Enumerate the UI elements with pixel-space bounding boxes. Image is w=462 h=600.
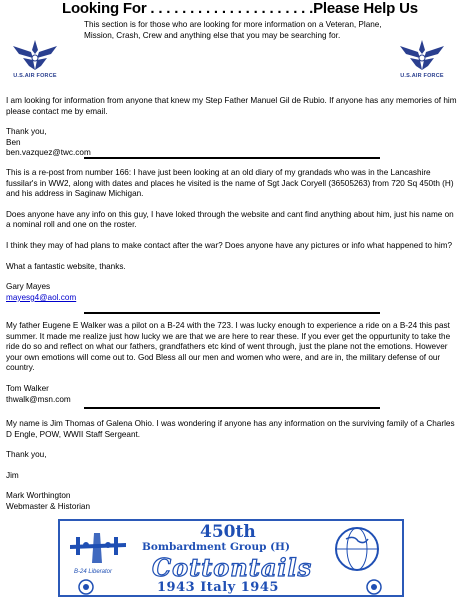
post-gary [6,168,458,303]
post-paragraph: I am looking for information from anyone that knew my Step Father Manuel Gil de Rubio. If anyone has any memories of him please contact me by email. [6,96,457,116]
post-author: Jim [6,470,19,480]
post-paragraph: Does anyone have any info on this guy, I have loked through the website and cant find anything about him, just his name on a nominal roll and one on the roster. [6,209,454,230]
post-email: ben.vazquez@twc.com [6,148,91,158]
air-force-logo-left [11,38,59,82]
intro-text: This section is for those who are looking for more information on a Veteran, Plane, Mission, Crash, Crew and anything else that you may be searching for. [84,20,382,40]
separator [84,312,380,314]
post-signoff: Thank you, [6,127,47,137]
plane-label: B-24 Liberator [74,569,113,575]
group-number: 450th [200,522,256,542]
group-emblem-icon [78,579,94,595]
air-force-logo-text: U.S.AIR FORCE [13,73,57,79]
air-force-logo-text: U.S.AIR FORCE [400,73,444,79]
air-force-wings-icon [398,38,446,72]
post-paragraph: I think they may of had plans to make contact after the war? Does anyone have any pictures or info what happened to him? [6,240,453,250]
globe-icon [328,525,386,573]
post-paragraph: My father Eugene E Walker was a pilot on a B-24 with the 723. I was lucky enough to experience a ride on a B-24 this past summer. It made me realize just how lucky we are that we are here to rear these. If you ever get the oppurtunity to take the ride do so and reflect on what our fathers, grandfathers etc kind of went through, just the plane not the emotions. However your own emotions will come out to. God Bless all our men and women who were, and are in, the military defense of our country. [6,321,451,373]
separator [84,157,380,159]
group-emblem-icon [366,579,382,595]
b24-plane-icon [66,527,130,569]
post-author: Tom Walker [6,383,49,393]
post-jim [6,419,458,513]
cottontails-banner [58,519,404,597]
webmaster-title: Webmaster & Historian [6,501,91,511]
post-paragraph: My name is Jim Thomas of Galena Ohio. I was wondering if anyone has any information on the surviving family of a Charles D Engle, POW, WWII Staff Sergeant. [6,419,455,439]
post-author: Ben [6,137,21,147]
post-paragraph: Thank you, [6,450,47,460]
post-paragraph: What a fantastic website, thanks. [6,261,126,271]
page-header [0,0,462,92]
post-tom [6,321,458,405]
post-email: thwalk@msn.com [6,394,71,404]
email-link[interactable]: mayesg4@aol.com [6,292,77,302]
page-title: Looking For . . . . . . . . . . . . . . . . . . . . .Please Help Us [62,0,418,17]
separator [84,407,380,409]
group-nickname: Cottontails [152,553,313,582]
webmaster-name: Mark Worthington [6,491,71,501]
post-author: Gary Mayes [6,282,51,292]
group-years: 1943 Italy 1945 [157,580,279,595]
post-ben [6,96,458,159]
post-paragraph: This is a re-post from number 166: I have just been looking at an old diary of my grandads who was in the Lancashire fussilar's in WW2, along with dates and places he visited is the name of Sgt Jack Coryell (36505263) from 720 Sq 450th (H) and his address in Saginaw Michigan. [6,168,454,199]
air-force-logo-right [398,38,446,82]
air-force-wings-icon [11,38,59,72]
group-title: Bombardment Group (H) [142,541,290,553]
